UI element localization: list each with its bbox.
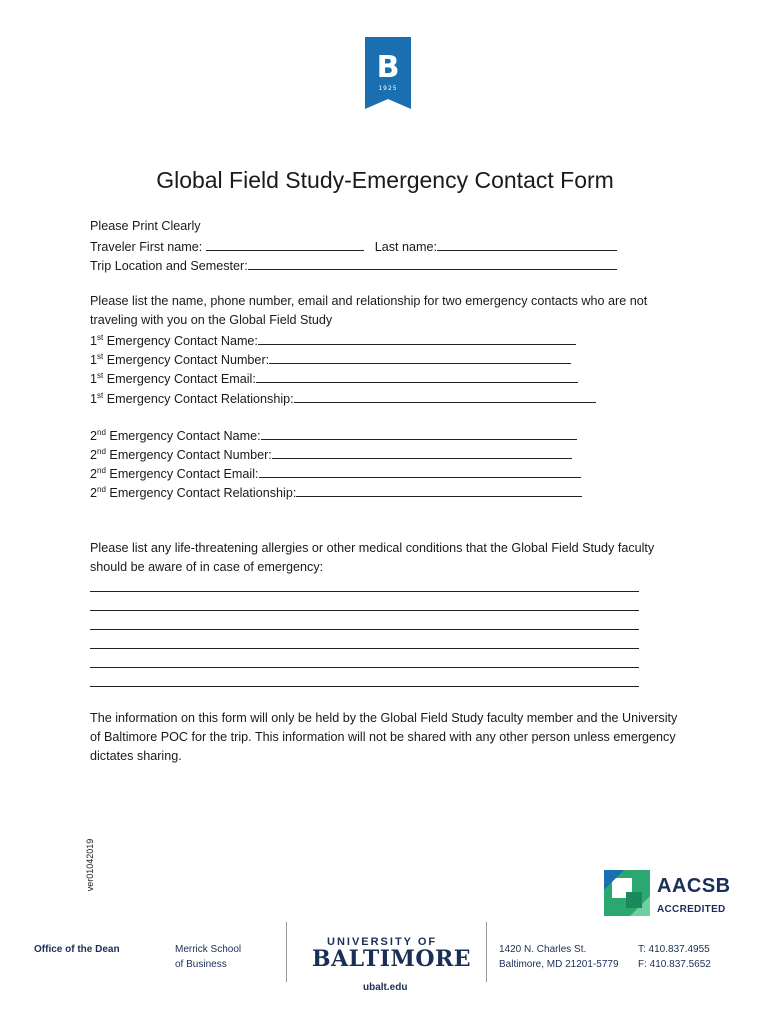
contact1-number-field[interactable]	[269, 349, 571, 364]
aacsb-name: AACSB	[657, 875, 731, 897]
university-logo	[365, 37, 411, 109]
footer-divider	[286, 922, 287, 982]
contact2-ordinal: 2	[90, 486, 98, 500]
footer-phone: T: 410.837.4955	[638, 944, 710, 955]
trip-label: Trip Location and Semester:	[90, 259, 248, 273]
contact1-number-label: Emergency Contact Number:	[103, 353, 270, 367]
print-clearly-note: Please Print Clearly	[90, 219, 201, 233]
logo-letter: B	[376, 50, 400, 85]
logo-year: 1925	[378, 85, 398, 92]
contact1-ordinal: 1	[90, 334, 98, 348]
contact2-relationship-field[interactable]	[296, 482, 582, 497]
first-name-field[interactable]	[206, 236, 364, 251]
footer-address	[499, 942, 619, 972]
contact1-relationship-field[interactable]	[294, 388, 596, 403]
allergies-prompt: Please list any life-threatening allergies or other medical conditions that the Global Field Study faculty should be aware of in case of emergency:	[90, 541, 655, 574]
contact1-email-field[interactable]	[256, 368, 578, 383]
contact2-number-field[interactable]	[272, 444, 572, 459]
aacsb-status: ACCREDITED	[657, 904, 726, 915]
contact1-name-field[interactable]	[258, 330, 576, 345]
contact2-email-label: Emergency Contact Email:	[105, 467, 259, 481]
allergies-line[interactable]	[90, 648, 639, 649]
first-name-label: Traveler First name:	[90, 240, 206, 254]
privacy-notice: The information on this form will only be held by the Global Field Study faculty member and the University of Baltimore POC for the trip. This information will not be shared with any other person unless emergency dictates sharing.	[90, 711, 678, 763]
trip-field[interactable]	[248, 255, 617, 270]
contact1-name-label: Emergency Contact Name:	[103, 334, 258, 348]
contact2-suffix: nd	[97, 484, 106, 494]
contact2-ordinal: 2	[90, 467, 98, 481]
last-name-field[interactable]	[437, 236, 617, 251]
contacts-intro: Please list the name, phone number, email and relationship for two emergency contacts who are not traveling with you on the Global Field Study	[90, 294, 648, 327]
allergies-line[interactable]	[90, 591, 639, 592]
contact2-suffix: nd	[97, 427, 106, 437]
footer-contact	[638, 942, 711, 972]
footer-university-line2: BALTIMORE	[312, 946, 472, 972]
footer-address-line1: 1420 N. Charles St.	[499, 944, 587, 955]
contact2-number-label: Emergency Contact Number:	[105, 448, 272, 462]
last-name-label: Last name:	[374, 240, 438, 254]
contact1-ordinal: 1	[90, 392, 98, 406]
page-title: Global Field Study-Emergency Contact Form	[156, 167, 614, 193]
contact2-email-row	[90, 463, 581, 484]
trip-row	[90, 255, 617, 276]
contact1-suffix: st	[97, 370, 104, 380]
contact1-ordinal: 1	[90, 353, 98, 367]
contact2-name-label: Emergency Contact Name:	[105, 429, 261, 443]
contact2-name-field[interactable]	[261, 425, 577, 440]
contact2-relationship-row	[90, 482, 582, 503]
contact1-name-row	[90, 330, 576, 351]
contact1-suffix: st	[97, 390, 104, 400]
contact1-email-row	[90, 368, 578, 389]
traveler-name-row	[90, 236, 617, 257]
allergies-line[interactable]	[90, 686, 639, 687]
contact2-suffix: nd	[97, 446, 106, 456]
contact2-email-field[interactable]	[259, 463, 581, 478]
contact1-relationship-row	[90, 388, 596, 409]
contact1-suffix: st	[97, 351, 104, 361]
aacsb-logo-mark	[604, 870, 650, 916]
contact1-suffix: st	[97, 332, 104, 342]
contact2-number-row	[90, 444, 572, 465]
footer-school-line1: Merrick School	[175, 944, 242, 955]
contact1-ordinal: 1	[90, 372, 98, 386]
footer-university-line1: UNIVERSITY OF	[327, 936, 438, 948]
footer-divider	[486, 922, 487, 982]
version-code: ver01042019	[85, 838, 95, 892]
allergies-line[interactable]	[90, 610, 639, 611]
footer-school	[175, 942, 241, 972]
footer-url-link[interactable]: ubalt.edu	[363, 982, 408, 993]
contact1-relationship-label: Emergency Contact Relationship:	[103, 392, 294, 406]
contact2-ordinal: 2	[90, 448, 98, 462]
allergies-line[interactable]	[90, 667, 639, 668]
allergies-line[interactable]	[90, 629, 639, 630]
footer-fax: F: 410.837.5652	[638, 959, 711, 970]
footer-office: Office of the Dean	[34, 944, 120, 955]
contact1-number-row	[90, 349, 571, 370]
contact2-relationship-label: Emergency Contact Relationship:	[105, 486, 297, 500]
contact1-email-label: Emergency Contact Email:	[103, 372, 256, 386]
footer-address-line2: Baltimore, MD 21201-5779	[499, 959, 619, 970]
footer-school-line2: of Business	[175, 959, 227, 970]
contact2-suffix: nd	[97, 465, 106, 475]
contact2-name-row	[90, 425, 577, 446]
contact2-ordinal: 2	[90, 429, 98, 443]
